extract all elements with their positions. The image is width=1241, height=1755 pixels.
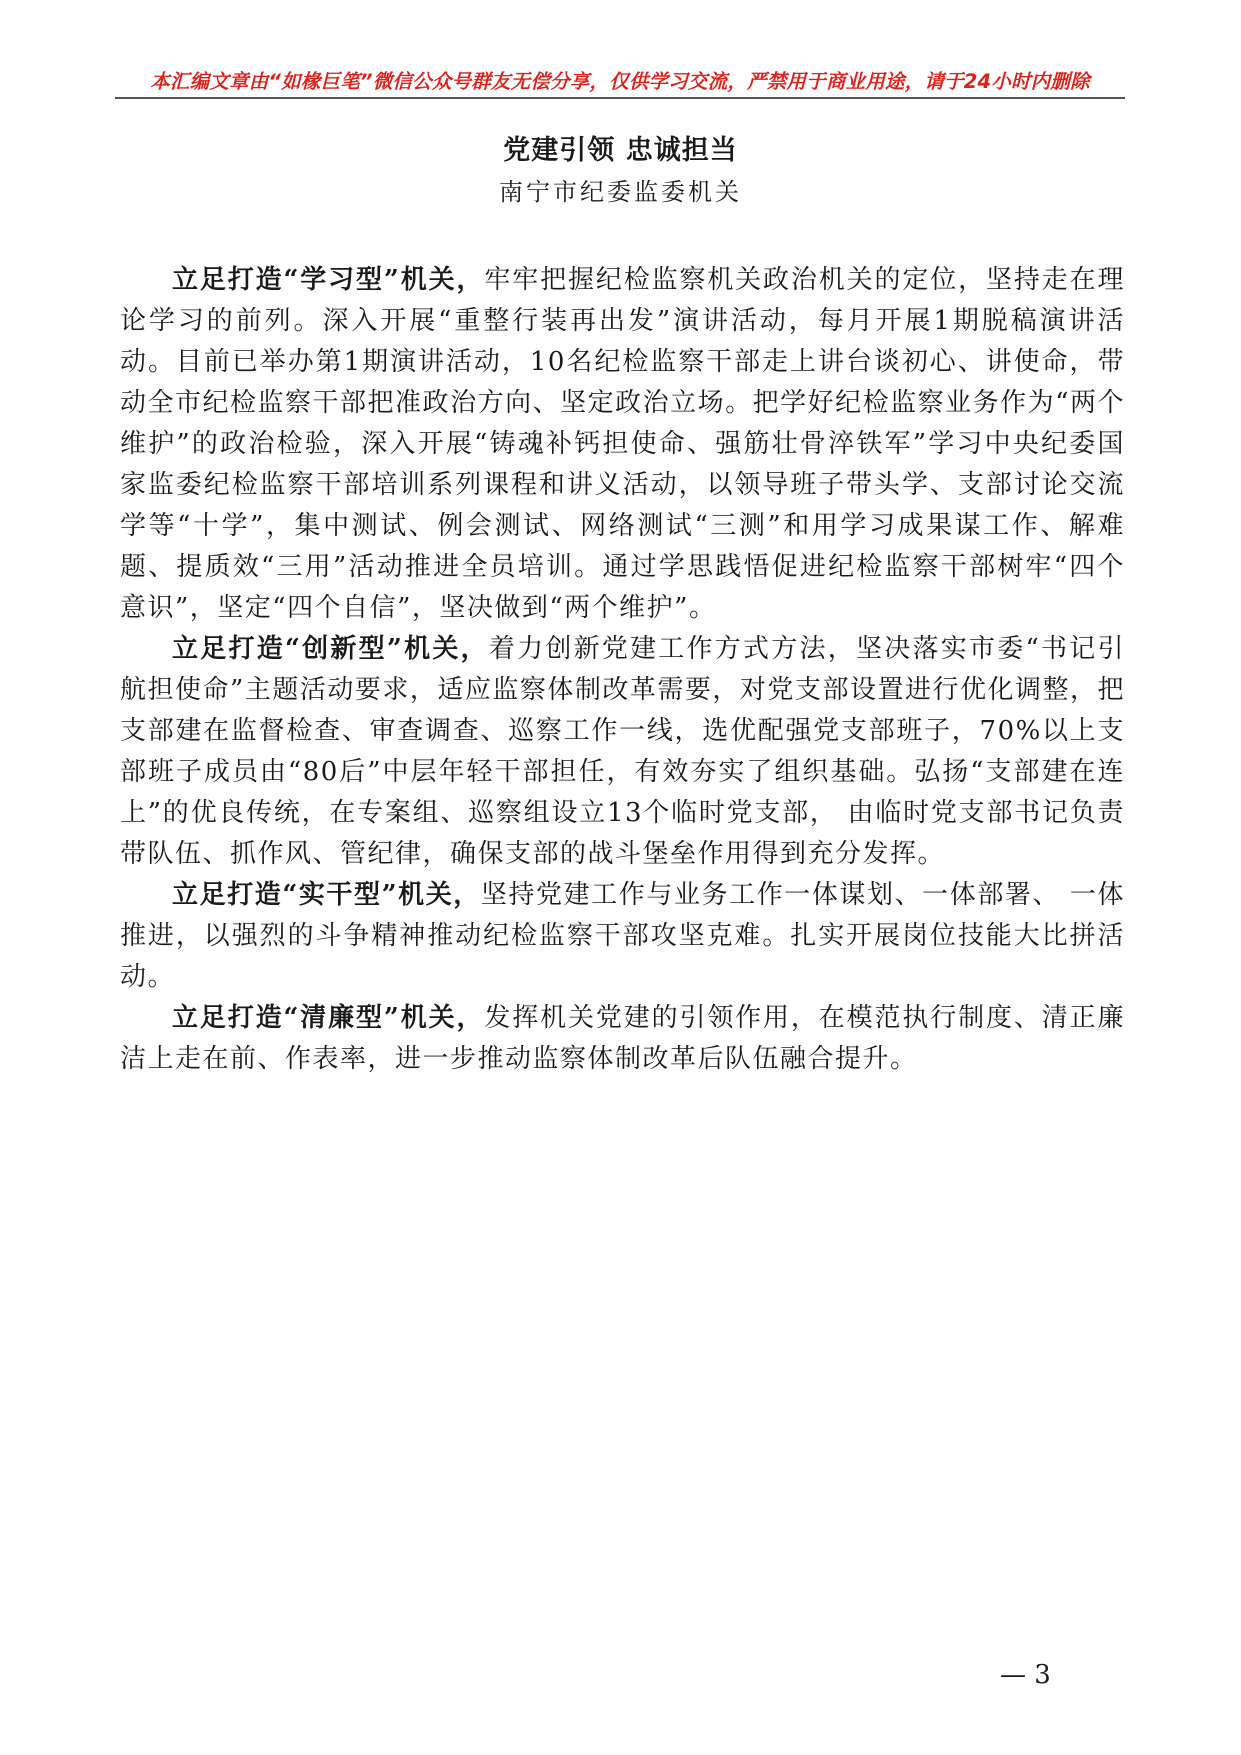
paragraph-integrity: [120, 998, 1125, 1080]
document-title: 党建引领 忠诚担当: [503, 135, 738, 166]
paragraph-learning: [120, 260, 1125, 629]
paragraph-text: 牢牢把握纪检监察机关政治机关的定位，坚持走在理论学习的前列。深入开展“重整行装再出发”演讲活动，每月开展1期脱稿演讲活动。目前已举办第1期演讲活动，10名纪检监察干部走上讲台谈初心、讲使命，带动全市纪检监察干部把准政治方向、坚定政治立场。把学好纪检监察业务作为“两个维护”的政治检验，深入开展“铸魂补钙担使命、强筋壮骨淬铁军”学习中央纪委国家监委纪检监察干部培训系列课程和讲义活动，以领导班子带头学、支部讨论交流学等“十学”，集中测试、例会测试、网络测试“三测”和用学习成果谋工作、解难题、提质效“三用”活动推进全员培训。通过学思践悟促进纪检监察干部树牢“四个意识”，坚定“四个自信”，坚决做到“两个维护”。: [120, 265, 1125, 623]
paragraph-practical: [120, 875, 1125, 998]
paragraph-lead: 立足打造“清廉型”机关，: [172, 1003, 485, 1033]
document-body: [120, 260, 1125, 1080]
paragraph-text: 着力创新党建工作方式方法，坚决落实市委“书记引航担使命”主题活动要求，适应监察体制改革需要，对党支部设置进行优化调整，把支部建在监督检查、审查调查、巡察工作一线，选优配强党支部班子，70%以上支部班子成员由“80后”中层年轻干部担任，有效夯实了组织基础。弘扬“支部建在连上”的优良传统，在专案组、巡察组设立13个临时党支部， 由临时党支部书记负责带队伍、抓作风、管纪律，确保支部的战斗堡垒作用得到充分发挥。: [120, 634, 1125, 869]
document-author: 南宁市纪委监委机关: [499, 178, 742, 206]
page-number: — 3: [1000, 1660, 1051, 1690]
header-divider: [115, 97, 1125, 99]
paragraph-text: 发挥机关党建的引领作用，在模范执行制度、清正廉洁上走在前、作表率，进一步推动监察体制改革后队伍融合提升。: [120, 1003, 1125, 1074]
paragraph-lead: 立足打造“创新型”机关，: [172, 634, 489, 664]
paragraph-lead: 立足打造“学习型”机关，: [172, 265, 485, 295]
copyright-notice: 本汇编文章由“如椽巨笔”微信公众号群友无偿分享，仅供学习交流，严禁用于商业用途，请于24小时内删除: [150, 70, 1090, 93]
paragraph-innovation: [120, 629, 1125, 875]
paragraph-lead: 立足打造“实干型”机关，: [172, 880, 481, 910]
paragraph-text: 坚持党建工作与业务工作一体谋划、一体部署、 一体推进，以强烈的斗争精神推动纪检监察干部攻坚克难。扎实开展岗位技能大比拼活动。: [120, 880, 1125, 992]
